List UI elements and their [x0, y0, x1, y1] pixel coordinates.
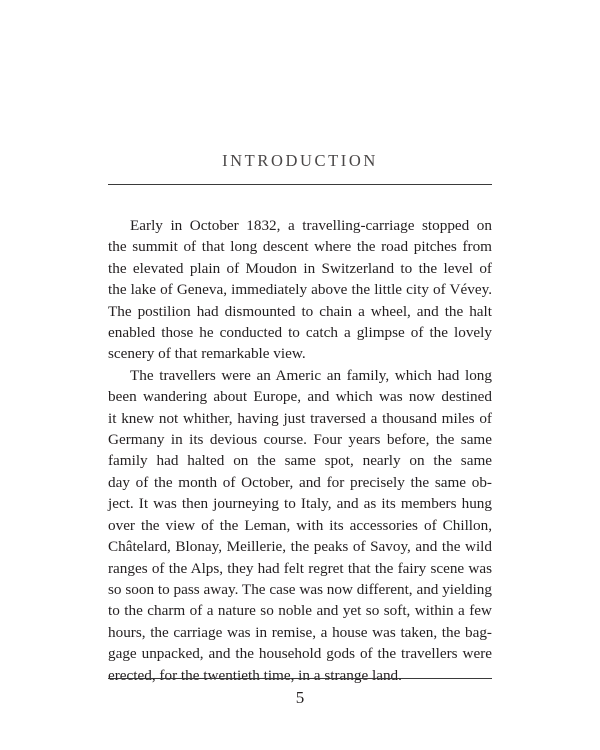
text-line: hours, the carriage was in remise, a house was taken, the bag-	[108, 623, 492, 641]
body-text	[108, 215, 492, 686]
text-line: enabled those he conducted to catch a glimpse of the lovely	[108, 324, 492, 342]
page-number: 5	[295, 688, 305, 707]
text-line: erected, for the twentieth time, in a strange land.	[108, 666, 402, 684]
text-line: so soon to pass away. The case was now different, and yielding	[108, 580, 492, 598]
text-line: Germany in its devious course. Four years before, the same	[108, 431, 492, 449]
text-line: The travellers were an Americ an family, which had long	[130, 366, 492, 384]
text-line: over the view of the Leman, with its accessories of Chillon,	[108, 516, 492, 534]
chapter-heading: INTRODUCTION	[222, 151, 378, 170]
text-line: been wandering about Europe, and which was now destined	[108, 388, 492, 406]
text-line: Early in October 1832, a travelling-carriage stopped on	[130, 217, 492, 234]
text-line: ject. It was then journeying to Italy, and as its members hung	[108, 495, 492, 513]
text-line: the lake of Geneva, immediately above the little city of Vévey.	[108, 281, 492, 299]
text-line: the elevated plain of Moudon in Switzerland to the level of	[108, 259, 492, 277]
top-rule	[108, 184, 492, 185]
text-line: it knew not whither, having just traversed a thousand miles of	[108, 409, 492, 427]
bottom-rule	[108, 678, 492, 679]
text-line: gage unpacked, and the household gods of the travellers were	[108, 645, 492, 663]
text-line: Châtelard, Blonay, Meillerie, the peaks of Savoy, and the wild	[108, 538, 492, 556]
paragraph-2	[108, 365, 492, 686]
text-line: day of the month of October, and for precisely the same ob-	[108, 473, 492, 491]
text-line: scenery of that remarkable view.	[108, 345, 306, 363]
text-line: family had halted on the same spot, nearly on the same	[108, 452, 492, 470]
paragraph-1	[108, 215, 492, 365]
text-line: ranges of the Alps, they had felt regret that the fairy scene was	[108, 559, 492, 577]
text-line: The postilion had dismounted to chain a wheel, and the halt	[108, 302, 492, 320]
text-line: to the charm of a nature so noble and yet so soft, within a few	[108, 602, 492, 620]
text-line: the summit of that long descent where the road pitches from	[108, 238, 492, 256]
